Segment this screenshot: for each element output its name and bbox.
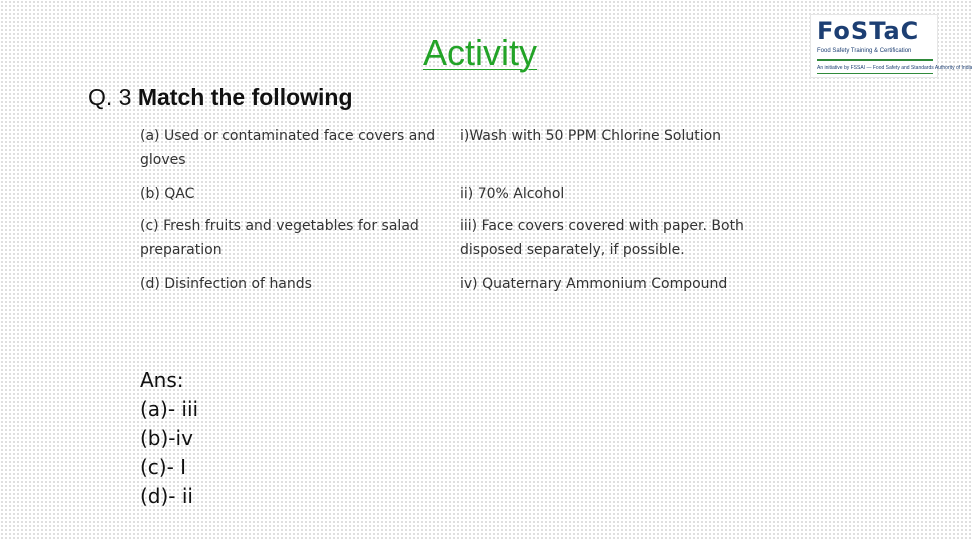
match-right-item: iii) Face covers covered with paper. Both disposed separately, if possible.	[460, 218, 744, 258]
match-row	[140, 214, 780, 272]
answer-line: (d)- ii	[140, 484, 193, 508]
answer-line: (a)- iii	[140, 397, 199, 421]
match-row	[140, 272, 780, 304]
match-left-item: (d) Disinfection of hands	[140, 276, 312, 292]
match-row	[140, 182, 780, 214]
slide-title: Activity	[422, 32, 537, 73]
match-row	[140, 124, 780, 182]
logo-divider	[817, 59, 933, 61]
question-heading	[88, 84, 353, 111]
match-left-item: (c) Fresh fruits and vegetables for salad preparation	[140, 218, 419, 258]
logo-subtext: An initiative by FSSAI — Food Safety and Standards Authority of India	[817, 65, 972, 71]
fostac-logo	[810, 14, 972, 78]
match-right-item: i)Wash with 50 PPM Chlorine Solution	[460, 128, 722, 144]
logo-wordmark: FoSTaC	[817, 17, 920, 45]
match-table	[140, 124, 780, 304]
answer-line: (c)- I	[140, 455, 187, 479]
answer-block	[140, 366, 198, 511]
logo-divider-bottom	[817, 73, 933, 74]
question-number: Q. 3	[88, 84, 138, 110]
answer-heading: Ans:	[140, 368, 184, 392]
logo-tagline: Food Safety Training & Certification	[817, 48, 912, 54]
match-right-item: iv) Quaternary Ammonium Compound	[460, 276, 728, 292]
answer-line: (b)-iv	[140, 426, 193, 450]
match-left-item: (b) QAC	[140, 186, 195, 202]
match-left-item: (a) Used or contaminated face covers and gloves	[140, 128, 436, 168]
match-right-item: ii) 70% Alcohol	[460, 186, 565, 202]
question-text: Match the following	[137, 84, 353, 110]
